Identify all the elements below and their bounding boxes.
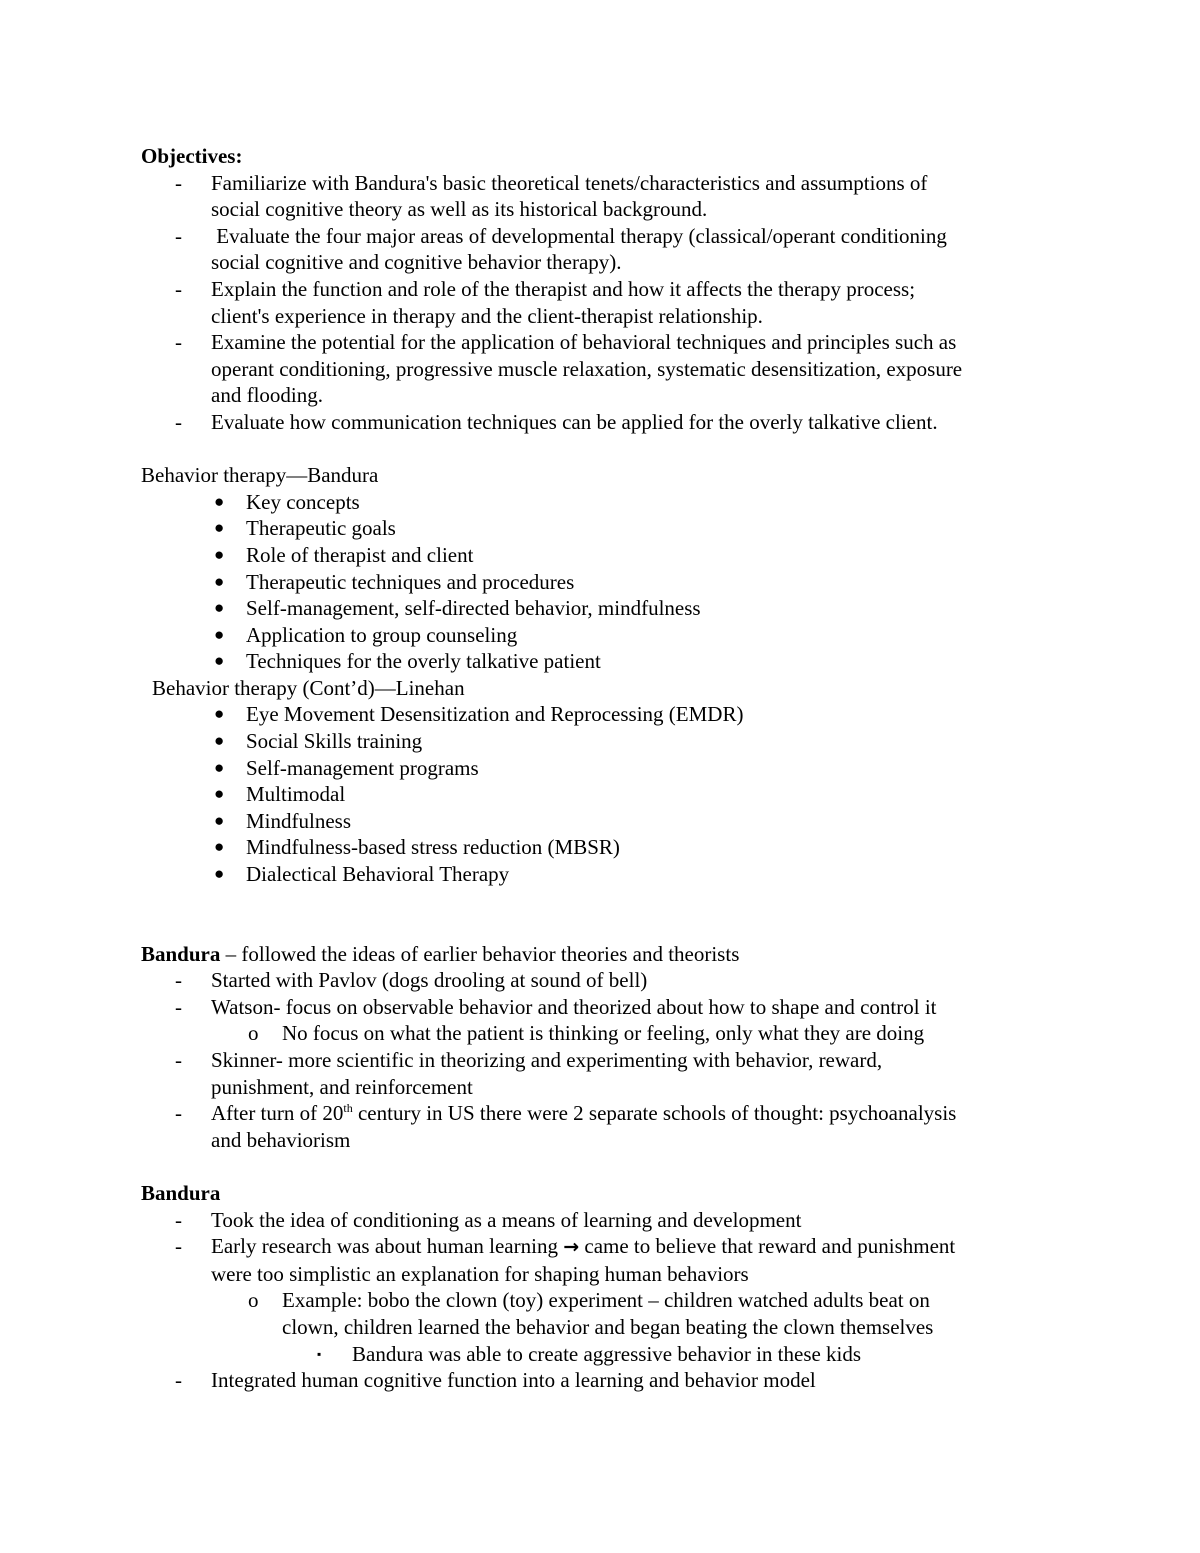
objective-text-line: Examine the potential for the application of behavioral techniques and principles such as — [211, 330, 957, 355]
dash-marker: - — [175, 1048, 182, 1072]
bullet-list-item — [141, 781, 1071, 808]
bullet-marker: ● — [214, 571, 225, 591]
bandura-outline-item-text: Techniques for the overly talkative patient — [246, 649, 601, 674]
linehan-outline-item-text: Multimodal — [246, 782, 346, 807]
linehan-outline-list — [141, 701, 1071, 887]
objectives-heading: Objectives: — [141, 144, 243, 168]
objective-item — [141, 329, 1071, 409]
list-item-text: punishment, and reinforcement — [211, 1074, 473, 1099]
bullet-list-item — [141, 622, 1071, 649]
dash-marker: - — [175, 1101, 182, 1126]
list-item — [141, 1047, 1071, 1100]
objective-text-line: operant conditioning, progressive muscle relaxation, systematic desensitization, exposure — [211, 356, 963, 381]
list-item-text: Watson- focus on observable behavior and theorized about how to shape and control it — [211, 994, 937, 1019]
bullet-list-item — [141, 595, 1071, 622]
objective-item — [141, 170, 1071, 223]
list-item — [141, 1207, 1071, 1234]
bandura-outline-item-text: Role of therapist and client — [246, 542, 474, 567]
bullet-marker: ● — [214, 518, 225, 538]
circle-marker: o — [248, 1288, 259, 1313]
bullet-list-item — [141, 808, 1071, 835]
bullet-marker: ● — [214, 704, 225, 724]
objective-text-line: Evaluate the four major areas of developmental therapy (classical/operant conditioning — [211, 223, 947, 248]
dash-marker: - — [175, 968, 182, 993]
bullet-marker: ● — [214, 810, 225, 830]
list-item — [141, 1233, 1071, 1287]
list-item-text-part: century in US there were 2 separate schools of thought: psychoanalysis — [352, 1101, 957, 1126]
square-bullet-marker: ▪ — [317, 1346, 322, 1361]
sub-list-item-text: No focus on what the patient is thinking or feeling, only what they are doing — [282, 1021, 925, 1046]
linehan-outline-item-text: Self-management programs — [246, 755, 479, 780]
objective-text-line: and flooding. — [211, 383, 323, 408]
bullet-list-item — [141, 728, 1071, 755]
sub-sub-list-item-text: Bandura was able to create aggressive behavior in these kids — [352, 1341, 862, 1366]
bullet-list-item — [141, 861, 1071, 888]
objective-item — [141, 276, 1071, 329]
sub-sub-list-item — [141, 1341, 1071, 1368]
spacer — [141, 436, 1071, 463]
list-item-text: were too simplistic an explanation for shaping human behaviors — [211, 1261, 749, 1286]
arrow-right-icon: → — [563, 1236, 580, 1259]
bullet-list-item — [141, 834, 1071, 861]
list-item — [141, 1367, 1071, 1394]
bullet-marker: ● — [214, 598, 225, 618]
linehan-outline-item-text: Mindfulness — [246, 808, 351, 833]
list-item — [141, 994, 1071, 1021]
bandura-outline-item-text: Therapeutic techniques and procedures — [246, 569, 575, 594]
list-item — [141, 1100, 1071, 1153]
dash-marker: - — [175, 170, 182, 195]
bullet-marker: ● — [214, 757, 225, 777]
objective-text-line: client's experience in therapy and the client-therapist relationship. — [211, 303, 763, 328]
bullet-marker: ● — [214, 864, 225, 884]
list-item-text — [211, 1233, 1071, 1261]
bullet-list-item — [141, 755, 1071, 782]
objective-text-line: Familiarize with Bandura's basic theoretical tenets/characteristics and assumptions of — [211, 170, 928, 195]
sub-list-item-text: clown, children learned the behavior and began beating the clown themselves — [282, 1314, 934, 1339]
dash-marker: - — [175, 223, 182, 248]
bandura-history-heading — [141, 941, 1071, 968]
linehan-outline-item-text: Dialectical Behavioral Therapy — [246, 862, 510, 887]
spacer — [141, 1153, 1071, 1180]
circle-marker: o — [248, 1021, 259, 1046]
superscript-th: th — [343, 1101, 353, 1116]
bandura-history-heading-bold: Bandura — [141, 941, 221, 966]
bullet-list-item — [141, 542, 1071, 569]
bullet-list-item — [141, 489, 1071, 516]
objective-text-line: Evaluate how communication techniques can be applied for the overly talkative client. — [211, 409, 938, 434]
list-item-text: Integrated human cognitive function into a learning and behavior model — [211, 1368, 816, 1393]
spacer — [141, 888, 1071, 941]
bullet-list-item — [141, 569, 1071, 596]
bandura-outline-item-text: Therapeutic goals — [246, 516, 396, 541]
list-item-text: Started with Pavlov (dogs drooling at sound of bell) — [211, 968, 648, 993]
bandura-outline-item-text: Self-management, self-directed behavior, mindfulness — [246, 596, 701, 621]
sub-list-item-text: Example: bobo the clown (toy) experiment – children watched adults beat on — [282, 1288, 930, 1313]
document-body — [141, 143, 1071, 1394]
dash-marker: - — [175, 330, 182, 355]
sub-list-item — [141, 1287, 1071, 1340]
objective-text-line: Explain the function and role of the therapist and how it affects the therapy process; — [211, 276, 916, 301]
bullet-list-item — [141, 515, 1071, 542]
linehan-outline-item-text: Social Skills training — [246, 729, 423, 754]
bandura-history-heading-rest: – followed the ideas of earlier behavior theories and theorists — [220, 941, 740, 966]
objective-item — [141, 409, 1071, 436]
list-item-text: Took the idea of conditioning as a means of learning and development — [211, 1207, 802, 1232]
dash-marker: - — [175, 276, 182, 301]
list-item-text: and behaviorism — [211, 1127, 351, 1152]
bullet-marker: ● — [214, 731, 225, 751]
dash-marker: - — [175, 1368, 182, 1393]
objective-text-line: social cognitive and cognitive behavior therapy). — [211, 250, 622, 275]
bullet-marker: ● — [214, 544, 225, 564]
list-item-text-part: Early research was about human learning — [211, 1234, 564, 1259]
bandura-outline-item-text: Application to group counseling — [246, 622, 518, 647]
bandura-outline-item-text: Key concepts — [246, 489, 360, 514]
bullet-marker: ● — [214, 784, 225, 804]
sub-list-item — [141, 1020, 1071, 1047]
bandura-outline-list — [141, 489, 1071, 675]
list-item-text: Skinner- more scientific in theorizing and experimenting with behavior, reward, — [211, 1048, 883, 1072]
dash-marker: - — [175, 409, 182, 434]
bandura-outline-title: Behavior therapy—Bandura — [141, 463, 379, 488]
list-item — [141, 967, 1071, 994]
linehan-outline-item-text: Eye Movement Desensitization and Reprocessing (EMDR) — [246, 702, 744, 727]
bandura-learning-heading: Bandura — [141, 1180, 221, 1205]
bullet-list-item — [141, 701, 1071, 728]
linehan-outline-item-text: Mindfulness-based stress reduction (MBSR) — [246, 835, 620, 860]
bullet-marker: ● — [214, 837, 225, 857]
bullet-marker: ● — [214, 651, 225, 671]
bullet-list-item — [141, 648, 1071, 675]
dash-marker: - — [175, 1234, 182, 1259]
list-item-text-part: After turn of 20 — [211, 1101, 344, 1126]
bullet-marker: ● — [214, 624, 225, 644]
linehan-outline-title: Behavior therapy (Cont’d)—Linehan — [152, 675, 465, 700]
dash-marker: - — [175, 1207, 182, 1232]
list-item-text — [211, 1100, 1071, 1127]
dash-marker: - — [175, 994, 182, 1019]
bullet-marker: ● — [214, 491, 225, 511]
objective-text-line: social cognitive theory as well as its historical background. — [211, 197, 708, 222]
objective-item — [141, 223, 1071, 276]
list-item-text-part: came to believe that reward and punishment — [579, 1234, 956, 1259]
